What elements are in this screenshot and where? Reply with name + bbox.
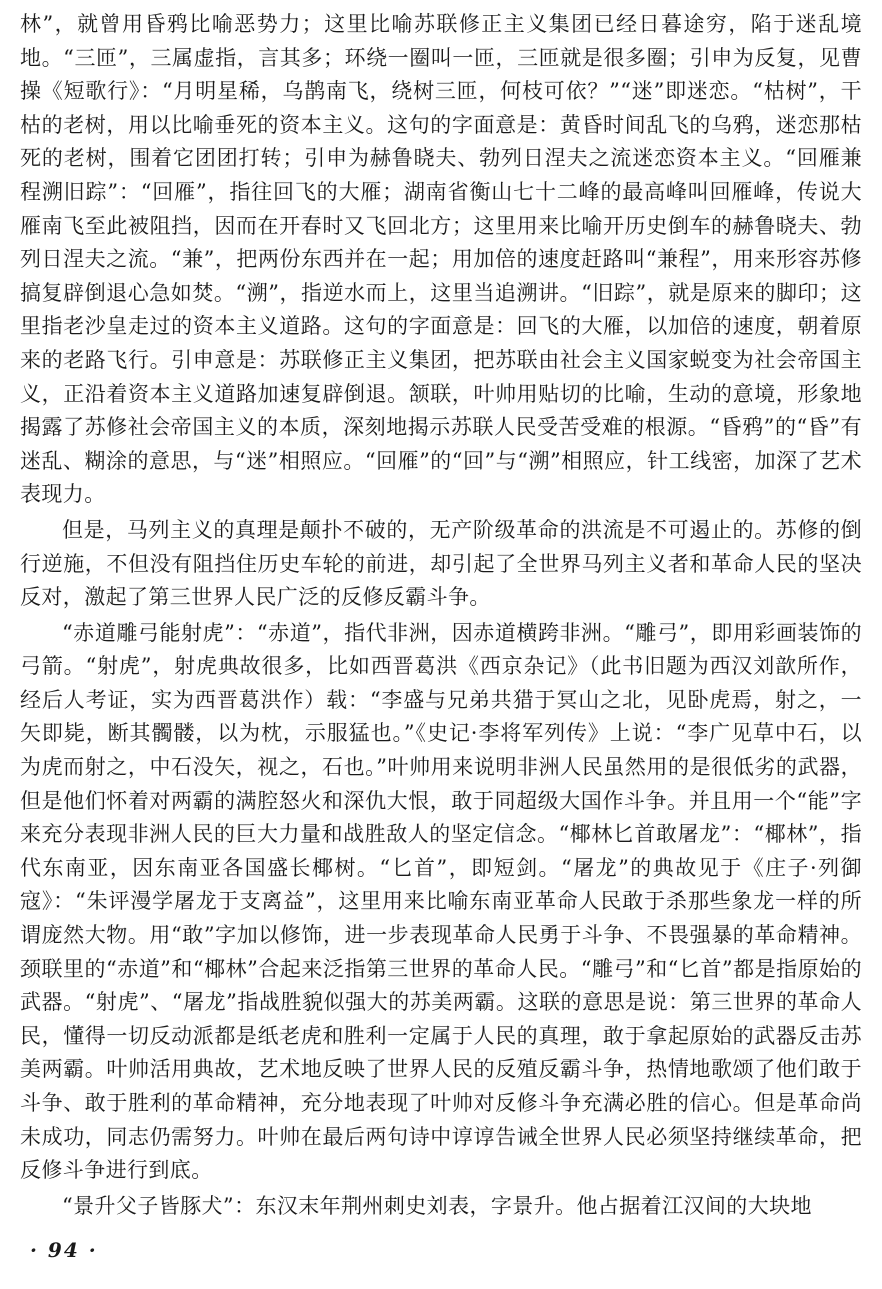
paragraph-4: “景升父子皆豚犬”：东汉末年荆州刺史刘表，字景升。他占据着江汉间的大块地 — [62, 1193, 812, 1218]
page-body — [20, 8, 862, 1223]
paragraph-3: “赤道雕弓能射虎”：“赤道”，指代非洲，因赤道横跨非洲。“雕弓”，即用彩画装饰的弓箭。“射虎”，射虎典故很多，比如西晋葛洪《西京杂记》（此书旧题为西汉刘歆所作，经后人考证，实为西晋葛洪作）载：“李盛与兄弟共猎于冥山之北，见卧虎焉，射之，一矢即毙，断其髑髅，以为枕，示服猛也。”《史记·李将军列传》上说：“李广见草中石，以为虎而射之，中石没矢，视之，石也。”叶帅用来说明非洲人民虽然用的是很低劣的武器，但是他们怀着对两霸的满腔怒火和深仇大恨，敢于同超级大国作斗争。并且用一个“能”字来充分表现非洲人民的巨大力量和战胜敌人的坚定信念。“椰林匕首敢屠龙”：“椰林”，指代东南亚，因东南亚各国盛长椰树。“匕首”，即短剑。“屠龙”的典故见于《庄子·列御寇》：“朱评漫学屠龙于支离益”，这里用来比喻东南亚革命人民敢于杀那些象龙一样的所谓庞然大物。用“敢”字加以修饰，进一步表现革命人民勇于斗争、不畏强暴的革命精神。颈联里的“赤道”和“椰林”合起来泛指第三世界的革命人民。“雕弓”和“匕首”都是指原始的武器。“射虎”、“屠龙”指战胜貌似强大的苏美两霸。这联的意思是说：第三世界的革命人民，懂得一切反动派都是纸老虎和胜利一定属于人民的真理，敢于拿起原始的武器反击苏美两霸。叶帅活用典故，艺术地反映了世界人民的反殖反霸斗争，热情地歌颂了他们敢于斗争、敢于胜利的革命精神，充分地表现了叶帅对反修斗争充满必胜的信心。但是革命尚未成功，同志仍需努力。叶帅在最后两句诗中谆谆告诫全世界人民必须坚持继续革命，把反修斗争进行到底。 — [20, 620, 862, 1183]
paragraph-2: 但是，马列主义的真理是颠扑不破的，无产阶级革命的洪流是不可遏止的。苏修的倒行逆施，不但没有阻挡住历史车轮的前进，却引起了全世界马列主义者和革命人民的坚决反对，激起了第三世界人民广泛的反修反霸斗争。 — [20, 517, 862, 610]
paragraph-1: 林”，就曾用昏鸦比喻恶势力；这里比喻苏联修正主义集团已经日暮途穷，陷于迷乱境地。“三匝”，三属虚指，言其多；环绕一圈叫一匝，三匝就是很多圈；引申为反复，见曹操《短歌行》：“月明星稀，乌鹊南飞，绕树三匝，何枝可依？”“迷”即迷恋。“枯树”，干枯的老树，用以比喻垂死的资本主义。这句的字面意是：黄昏时间乱飞的乌鸦，迷恋那枯死的老树，围着它团团打转；引申为赫鲁晓夫、勃列日涅夫之流迷恋资本主义。“回雁兼程溯旧踪”：“回雁”，指往回飞的大雁；湖南省衡山七十二峰的最高峰叫回雁峰，传说大雁南飞至此被阻挡，因而在开春时又飞回北方；这里用来比喻开历史倒车的赫鲁晓夫、勃列日涅夫之流。“兼”，把两份东西并在一起；用加倍的速度赶路叫“兼程”，用来形容苏修搞复辟倒退心急如焚。“溯”，指逆水而上，这里当追溯讲。“旧踪”，就是原来的脚印；这里指老沙皇走过的资本主义道路。这句的字面意是：回飞的大雁，以加倍的速度，朝着原来的老路飞行。引申意是：苏联修正主义集团，把苏联由社会主义国家蜕变为社会帝国主义，正沿着资本主义道路加速复辟倒退。颔联，叶帅用贴切的比喻，生动的意境，形象地揭露了苏修社会帝国主义的本质，深刻地揭示苏联人民受苦受难的根源。“昏鸦”的“昏”有迷乱、糊涂的意思，与“迷”相照应。“回雁”的“回”与“溯”相照应，针工线密，加深了艺术表现力。 — [20, 12, 862, 507]
page-number: · 94 · — [30, 1238, 98, 1262]
